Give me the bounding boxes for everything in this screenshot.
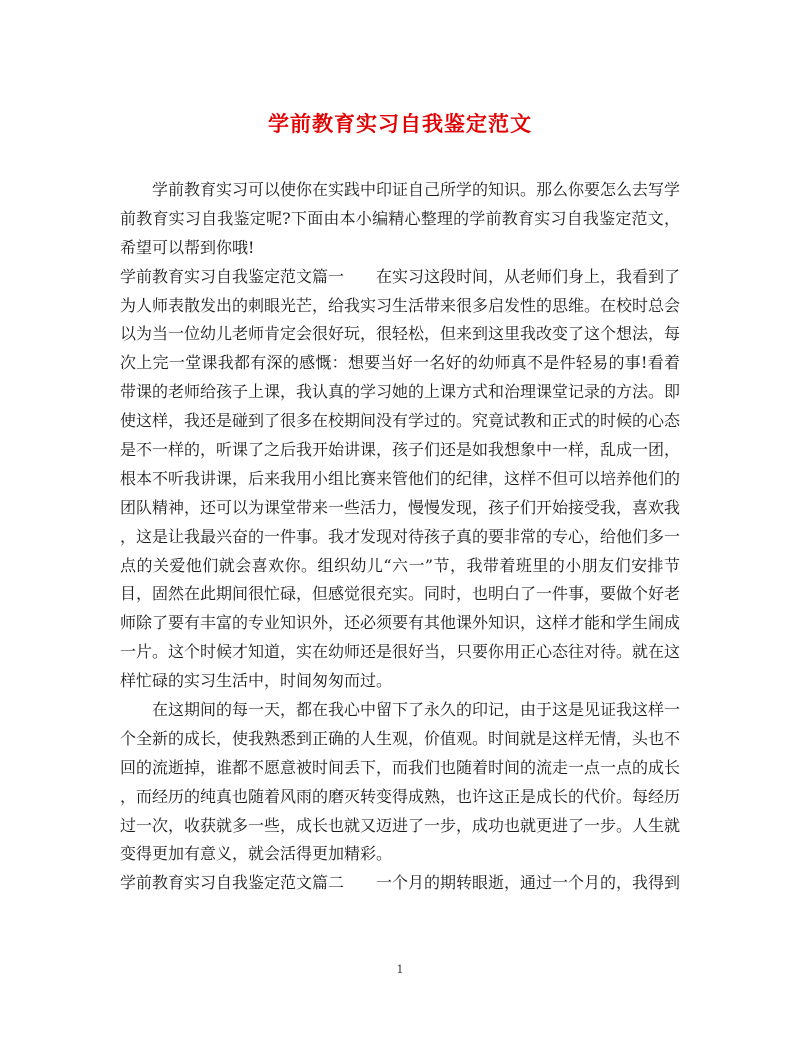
text-line: 样忙碌的实习生活中，时间匆匆而过。 <box>120 671 393 691</box>
text-line: 个全新的成长，使我熟悉到正确的人生观，价值观。时间就是这样无情，头也不 <box>120 728 680 748</box>
text-line: 过一次，收获就多一些，成长也就又迈进了一步，成功也就更进了一步。人生就 <box>120 815 680 835</box>
text-line: 点的关爱他们就会喜欢你。组织幼儿“六一”节，我带着班里的小朋友们安排节 <box>120 555 680 575</box>
text-line: 为人师表散发出的刺眼光芒，给我实习生活带来很多启发性的思维。在校时总会 <box>120 295 680 315</box>
text-line: 以为当一位幼儿老师肯定会很好玩，很轻松，但来到这里我改变了这个想法，每 <box>120 324 680 344</box>
text-line: 前教育实习自我鉴定呢?下面由本小编精心整理的学前教育实习自我鉴定范文， <box>120 208 680 228</box>
text-line: 一片。这个时候才知道，实在幼师还是很好当，只要你用正心态往对待。就在这 <box>120 642 680 662</box>
page-number: 1 <box>396 963 404 976</box>
text-line: 团队精神，还可以为课堂带来一些活力，慢慢发现，孩子们开始接受我，喜欢我 <box>120 497 680 517</box>
text-line: 在这期间的每一天，都在我心中留下了永久的印记，由于这是见证我这样一 <box>120 700 680 720</box>
text-line: 使这样，我还是碰到了很多在校期间没有学过的。究竟试教和正式的时候的心态 <box>120 411 680 431</box>
text-line: 带课的老师给孩子上课，我认真的学习她的上课方式和治理课堂记录的方法。即 <box>120 382 680 402</box>
text-line: 次上完一堂课我都有深的感慨：想要当好一名好的幼师真不是件轻易的事!看着 <box>120 353 680 373</box>
text-line: 学前教育实习可以使你在实践中印证自己所学的知识。那么你要怎么去写学 <box>120 180 680 199</box>
text-line: ，而经历的纯真也随着风雨的磨灭转变得成熟，也许这正是成长的代价。每经历 <box>120 786 680 806</box>
text-line: 师除了要有丰富的专业知识外，还必须要有其他课外知识，这样才能和学生闹成 <box>120 613 680 633</box>
document-title: 学前教育实习自我鉴定范文 <box>268 111 532 136</box>
text-line: ，这是让我最兴奋的一件事。我才发现对待孩子真的要非常的专心，给他们多一 <box>120 526 680 546</box>
text-line: 是不一样的，听课了之后我开始讲课，孩子们还是如我想象中一样，乱成一团， <box>120 440 680 460</box>
text-line: 变得更加有意义，就会活得更加精彩。 <box>120 844 393 864</box>
document-body <box>120 176 680 898</box>
text-line: 根本不听我讲课，后来我用小组比赛来管他们的纪律，这样不但可以培养他们的 <box>120 468 680 488</box>
text-line: 学前教育实习自我鉴定范文篇一 在实习这段时间，从老师们身上，我看到了 <box>120 266 680 286</box>
text-line: 学前教育实习自我鉴定范文篇二 一个月的期转眼逝，通过一个月的，我得到 <box>120 873 680 893</box>
text-line: 目，固然在此期间很忙碌，但感觉很充实。同时，也明白了一件事，要做个好老 <box>120 584 680 604</box>
text-line: 希望可以帮到你哦! <box>120 237 255 257</box>
text-line: 回的流逝掉，谁都不愿意被时间丢下，而我们也随着时间的流走一点一点的成长 <box>120 757 680 777</box>
